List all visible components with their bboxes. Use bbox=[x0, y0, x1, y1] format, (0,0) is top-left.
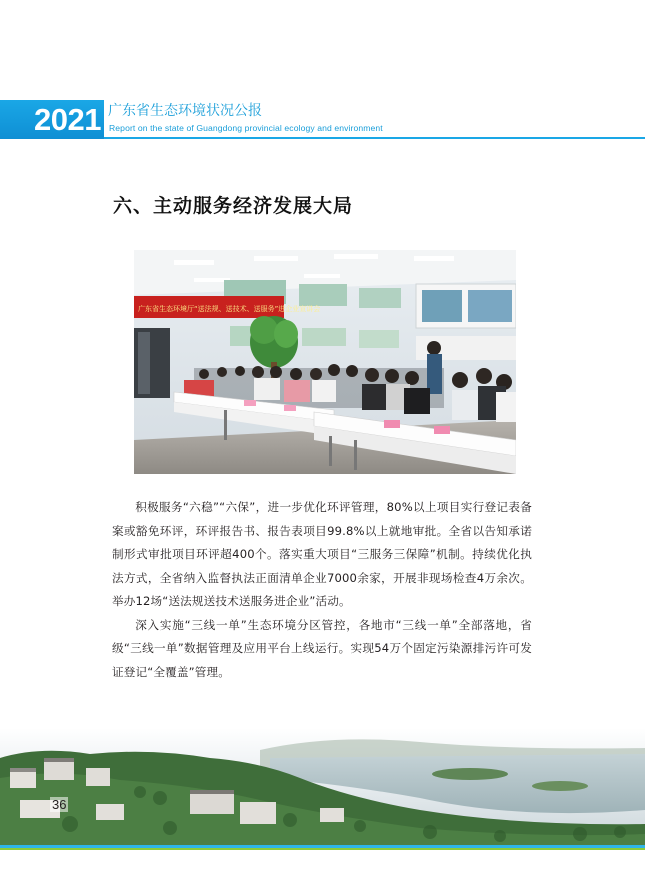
footer-green-bar bbox=[0, 848, 645, 850]
body-paragraph-2: 深入实施“三线一单”生态环境分区管控，各地市“三线一单”全部落地，省级“三线一单”数据管理及应用平台上线运行。实现54万个固定污染源排污许可发证登记“全覆盖”管理。 bbox=[112, 617, 532, 679]
report-year: 2021 bbox=[34, 102, 101, 137]
page-number: 36 bbox=[52, 797, 67, 812]
footer-landscape-image bbox=[0, 728, 645, 848]
banner-text: 广东省生态环境厅“送法规、送技术、送服务”进企业宣讲会 bbox=[138, 305, 321, 313]
report-subtitle: Report on the state of Guangdong provincial ecology and environment bbox=[109, 123, 383, 133]
header-rule bbox=[104, 137, 645, 139]
meeting-photo bbox=[134, 250, 516, 474]
body-paragraph-1: 积极服务“六稳”“六保”，进一步优化环评管理，80%以上项目实行登记表备案或豁免环评，环评报告书、报告表项目99.8%以上就地审批。全省以告知承诺制形式审批项目环评超400个。落实重大项目“三服务三保障”机制。持续优化执法方式，全省纳入监督执法正面清单企业7000余家，开展非现场检查4万余次。举办12场“送法规送技术送服务进企业”活动。 bbox=[112, 500, 532, 608]
report-title: 广东省生态环境状况公报 bbox=[108, 103, 262, 119]
body-text bbox=[112, 496, 532, 684]
section-heading: 六、主动服务经济发展大局 bbox=[113, 195, 354, 217]
